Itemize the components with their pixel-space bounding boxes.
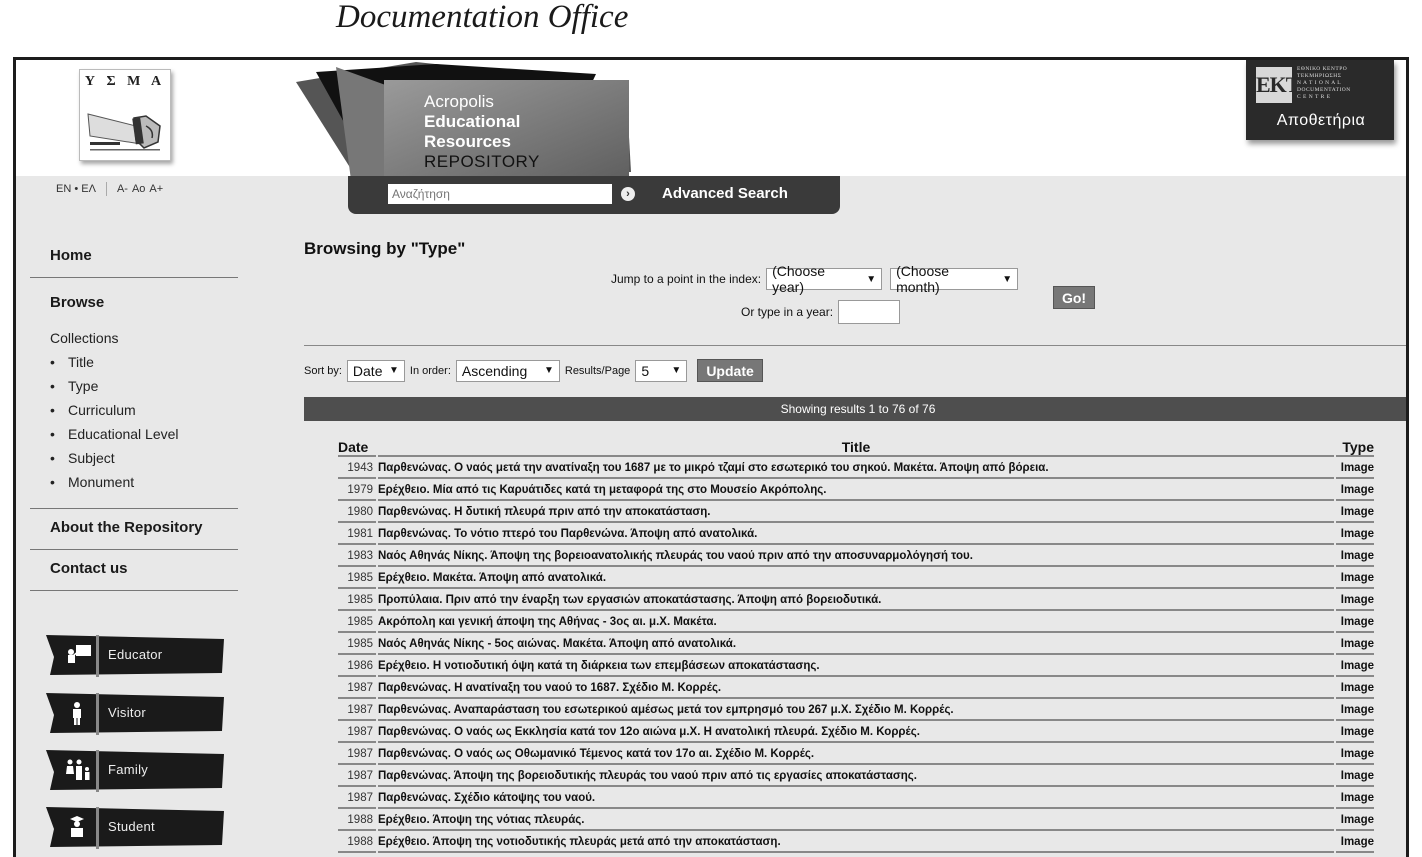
font-normal-button[interactable]: Ao <box>131 183 146 195</box>
banner-title: Acropolis Educational Resources REPOSITORY <box>424 92 540 171</box>
role-label: Family <box>108 762 149 777</box>
date-cell: 1985 <box>338 633 376 655</box>
table-row <box>338 589 1374 611</box>
title-link[interactable]: Ακρόπολη και γενική άποψη της Αθήνας - 3ος αι. μ.Χ. Μακέτα. <box>378 611 1334 633</box>
title-link[interactable]: Παρθενώνας. Ο ναός ως Εκκλησία κατά τον 12ο αιώνα μ.Χ. Η ανατολική πλευρά. Σχέδιο Μ. Κορρές. <box>378 721 1334 743</box>
column-header-type[interactable]: Type <box>1336 435 1374 457</box>
date-cell: 1980 <box>338 501 376 523</box>
role-label: Visitor <box>108 705 146 720</box>
table-row <box>338 743 1374 765</box>
sidebar-item-collections[interactable]: Collections <box>50 330 119 346</box>
table-row <box>338 523 1374 545</box>
font-larger-button[interactable]: A+ <box>149 183 164 195</box>
table-row <box>338 721 1374 743</box>
type-cell: Image <box>1336 743 1374 765</box>
page-title: Browsing by "Type" <box>304 239 466 258</box>
browser-page <box>13 57 1409 857</box>
ekt-logo-subtitle: ΕΘΝΙΚΟ ΚΕΝΤΡΟ ΤΕΚΜΗΡΙΩΣΗΣ N A T I O N A L DOCUMENTATION C E N T R E <box>1297 66 1351 100</box>
role-label: Educator <box>108 647 163 662</box>
table-row <box>338 567 1374 589</box>
date-cell: 1943 <box>338 457 376 479</box>
sidebar-item-monument[interactable]: • Monument <box>50 474 135 490</box>
go-button[interactable]: Go! <box>1053 286 1095 309</box>
sidebar-item-curriculum[interactable]: • Curriculum <box>50 402 136 418</box>
sidebar-item-title[interactable]: • Title <box>50 354 94 370</box>
table-row <box>338 787 1374 809</box>
title-link[interactable]: Ερέχθειο. Μία από τις Καρυάτιδες κατά τη μεταφορά της στο Μουσείο Ακρόπολης. <box>378 479 1334 501</box>
table-header-row <box>338 435 1374 457</box>
font-smaller-button[interactable]: A- <box>116 183 128 195</box>
title-link[interactable]: Παρθενώνας. Σχέδιο κάτοψης του ναού. <box>378 787 1334 809</box>
table-row <box>338 809 1374 831</box>
sidebar-nav <box>30 235 238 591</box>
type-year-row <box>741 300 900 324</box>
title-link[interactable]: Ερέχθειο. Μακέτα. Άποψη από ανατολικά. <box>378 567 1334 589</box>
role-student-button[interactable] <box>46 807 226 847</box>
update-button[interactable]: Update <box>697 359 762 382</box>
sidebar-item-subject[interactable]: • Subject <box>50 450 115 466</box>
type-cell: Image <box>1336 479 1374 501</box>
type-cell: Image <box>1336 765 1374 787</box>
title-link[interactable]: Προπύλαια. Πριν από την έναρξη των εργασιών αποκατάστασης. Άποψη από βορειοδυτικά. <box>378 589 1334 611</box>
sidebar-item-educational-level[interactable]: • Educational Level <box>50 426 179 442</box>
title-link[interactable]: Ναός Αθηνάς Νίκης. Άποψη της βορειοανατολικής πλευράς του ναού πριν από την αποσυναρμολόγησή του. <box>378 545 1334 567</box>
results-count-bar: Showing results 1 to 76 of 76 <box>304 397 1409 421</box>
chevron-down-icon: ▼ <box>389 365 399 376</box>
table-row <box>338 765 1374 787</box>
sidebar-item-contact[interactable]: Contact us <box>50 560 128 577</box>
jump-to-row <box>611 263 1018 295</box>
type-cell: Image <box>1336 589 1374 611</box>
table-row <box>338 611 1374 633</box>
title-link[interactable]: Παρθενώνας. Ο ναός μετά την ανατίναξη του 1687 με το μικρό τζαμί στο εσωτερικό του σηκού. Μακέτα. Άποψη από βόρεια. <box>378 457 1334 479</box>
type-cell: Image <box>1336 457 1374 479</box>
type-cell: Image <box>1336 567 1374 589</box>
sidebar-item-browse[interactable]: Browse <box>50 294 105 311</box>
date-cell: 1979 <box>338 479 376 501</box>
role-label: Student <box>108 819 155 834</box>
type-cell: Image <box>1336 545 1374 567</box>
table-row <box>338 545 1374 567</box>
sort-by-select[interactable]: Date ▼ <box>347 360 405 382</box>
table-row <box>338 655 1374 677</box>
person-icon <box>66 702 92 726</box>
year-input[interactable] <box>838 300 900 324</box>
date-cell: 1987 <box>338 743 376 765</box>
ysma-logo[interactable] <box>79 69 171 161</box>
divider <box>30 590 238 591</box>
date-cell: 1987 <box>338 787 376 809</box>
table-row <box>338 457 1374 479</box>
date-cell: 1981 <box>338 523 376 545</box>
advanced-search-link[interactable]: Advanced Search <box>662 185 788 202</box>
teacher-icon <box>66 644 92 666</box>
title-link[interactable]: Παρθενώνας. Ο ναός ως Οθωμανικό Τέμενος κατά τον 17ο αι. Σχέδιο Μ. Κορρές. <box>378 743 1334 765</box>
column-header-date[interactable]: Date <box>338 435 376 457</box>
table-row <box>338 831 1374 853</box>
date-cell: 1987 <box>338 677 376 699</box>
ekt-logo[interactable] <box>1246 60 1394 140</box>
date-cell: 1988 <box>338 831 376 853</box>
type-cell: Image <box>1336 787 1374 809</box>
title-link[interactable]: Παρθενώνας. Άποψη της βορειοδυτικής πλευράς του ναού πριν από τις εργασίες αποκατάστασης. <box>378 765 1334 787</box>
month-select[interactable]: (Choose month) ▼ <box>890 268 1018 290</box>
type-cell: Image <box>1336 721 1374 743</box>
chevron-down-icon: ▼ <box>866 273 877 285</box>
title-link[interactable]: Ναός Αθηνάς Νίκης - 5ος αιώνας. Μακέτα. Άποψη από ανατολικά. <box>378 633 1334 655</box>
title-link[interactable]: Παρθενώνας. Η δυτική πλευρά πριν από την αποκατάσταση. <box>378 501 1334 523</box>
type-cell: Image <box>1336 611 1374 633</box>
table-row <box>338 501 1374 523</box>
ekt-logo-name: Αποθετήρια <box>1276 112 1366 129</box>
title-link[interactable]: Ερέχθειο. Άποψη της νοτιοδυτικής πλευράς μετά από την αποκατάσταση. <box>378 831 1334 853</box>
title-link[interactable]: Ερέχθειο. Η νοτιοδυτική όψη κατά τη διάρκεια των επεμβάσεων αποκατάστασης. <box>378 655 1334 677</box>
date-cell: 1988 <box>338 809 376 831</box>
header-background <box>16 60 1406 176</box>
year-select[interactable]: (Choose year) ▼ <box>766 268 882 290</box>
ekt-logo-mark: EKT <box>1256 67 1292 103</box>
results-per-page-select[interactable]: 5 ▼ <box>635 360 687 382</box>
results-per-page-label: Results/Page <box>564 364 631 377</box>
search-input[interactable] <box>388 184 612 204</box>
language-font-bar <box>56 182 163 196</box>
divider <box>304 345 1409 346</box>
type-cell: Image <box>1336 523 1374 545</box>
chevron-down-icon: ▼ <box>1002 273 1013 285</box>
table-row <box>338 479 1374 501</box>
type-cell: Image <box>1336 699 1374 721</box>
date-cell: 1985 <box>338 611 376 633</box>
year-input-label: Or type in a year: <box>741 305 834 319</box>
table-row <box>338 677 1374 699</box>
language-switch[interactable]: EN • ΕΛ <box>56 183 96 195</box>
jump-label: Jump to a point in the index: <box>611 272 762 286</box>
role-visitor-button[interactable] <box>46 693 226 733</box>
lion-head-icon <box>86 96 166 156</box>
date-cell: 1987 <box>338 721 376 743</box>
chevron-down-icon: ▼ <box>543 365 554 376</box>
title-link[interactable]: Ερέχθειο. Άποψη της νότιας πλευράς. <box>378 809 1334 831</box>
sort-by-label: Sort by: <box>304 364 342 377</box>
type-cell: Image <box>1336 633 1374 655</box>
type-cell: Image <box>1336 501 1374 523</box>
order-select[interactable]: Ascending ▼ <box>456 360 560 382</box>
figure-caption: Documentation Office <box>336 0 629 35</box>
sidebar-item-type[interactable]: • Type <box>50 378 99 394</box>
date-cell: 1983 <box>338 545 376 567</box>
title-link[interactable]: Παρθενώνας. Το νότιο πτερό του Παρθενώνα. Άποψη από ανατολικά. <box>378 523 1334 545</box>
type-cell: Image <box>1336 831 1374 853</box>
sort-controls <box>304 359 763 382</box>
search-bar <box>348 176 840 214</box>
sidebar-item-about[interactable]: About the Repository <box>50 519 203 536</box>
date-cell: 1987 <box>338 765 376 787</box>
graduate-icon <box>66 816 92 840</box>
chevron-down-icon: ▼ <box>671 365 682 376</box>
date-cell: 1986 <box>338 655 376 677</box>
logo-letters: Υ Σ Μ Α <box>84 74 166 89</box>
table-row <box>338 699 1374 721</box>
type-cell: Image <box>1336 809 1374 831</box>
divider <box>106 182 107 196</box>
column-header-title[interactable]: Title <box>378 435 1334 457</box>
title-link[interactable]: Παρθενώνας. Αναπαράσταση του εσωτερικού αμέσως μετά τον εμπρησμό του 267 μ.Χ. Σχέδιο Μ. Κορρές. <box>378 699 1334 721</box>
results-table <box>336 435 1376 853</box>
role-educator-button[interactable] <box>46 635 226 675</box>
order-label: In order: <box>409 364 451 377</box>
type-cell: Image <box>1336 677 1374 699</box>
title-link[interactable]: Παρθενώνας. Η ανατίναξη του ναού το 1687. Σχέδιο Μ. Κορρές. <box>378 677 1334 699</box>
type-cell: Image <box>1336 655 1374 677</box>
family-icon <box>66 759 94 783</box>
date-cell: 1985 <box>338 589 376 611</box>
table-row <box>338 633 1374 655</box>
date-cell: 1985 <box>338 567 376 589</box>
role-family-button[interactable] <box>46 750 226 790</box>
sidebar-item-home[interactable]: Home <box>50 247 92 264</box>
date-cell: 1987 <box>338 699 376 721</box>
search-submit-icon[interactable]: › <box>621 187 635 201</box>
